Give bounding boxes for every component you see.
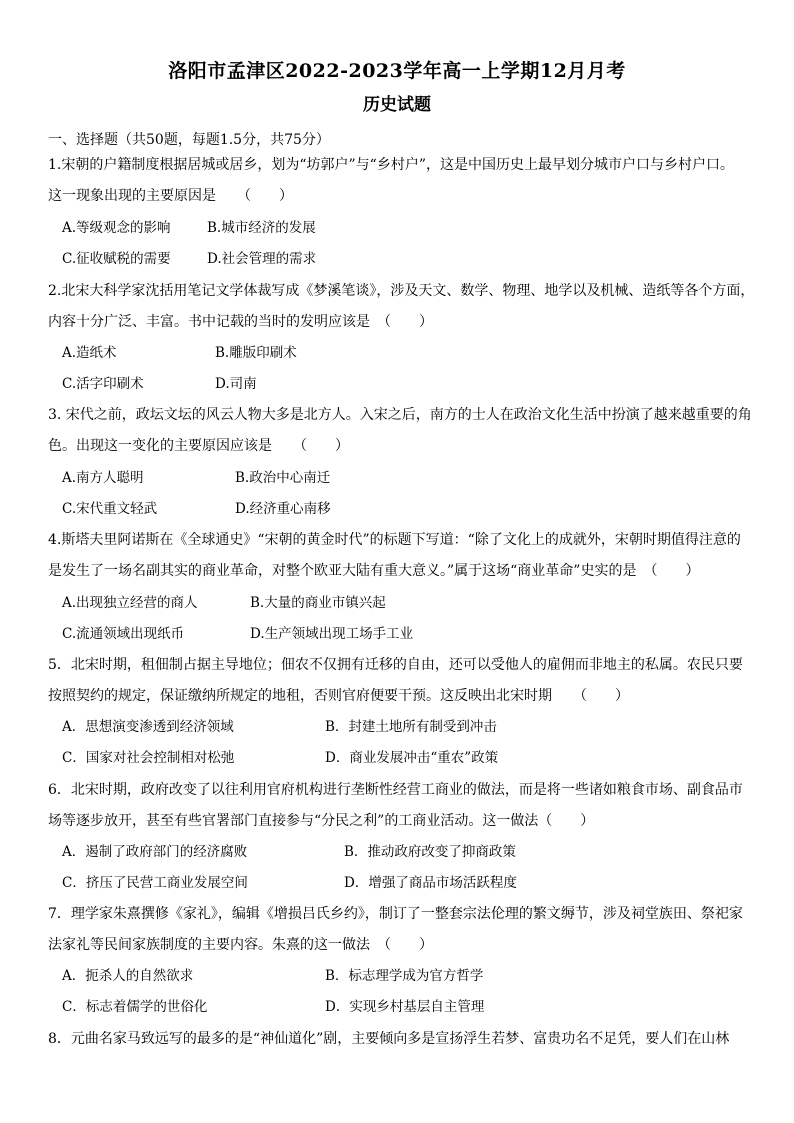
question-2-option-d: D.司南 bbox=[215, 376, 257, 392]
question-5-option-d: D．商业发展冲击“重农”政策 bbox=[325, 750, 499, 766]
question-1-line-1: 1.宋朝的户籍制度根据居城或居乡，划为“坊郭户”与“乡村户”，这是中国历史上最早划分城市户口与乡村户口。 bbox=[48, 157, 734, 173]
question-3-option-c: C.宋代重文轻武 bbox=[62, 501, 158, 517]
question-6-option-d: D．增强了商品市场活跃程度 bbox=[344, 875, 517, 891]
question-1-option-d: D.社会管理的需求 bbox=[207, 251, 317, 267]
question-4-option-b: B.大量的商业市镇兴起 bbox=[250, 595, 386, 611]
question-6-line-1: 6．北宋时期，政府改变了以往利用官府机构进行垄断性经营工商业的做法，而是将一些诸如粮食市场、副食品市 bbox=[48, 782, 743, 798]
question-5-option-a: A．思想演变渗透到经济领域 bbox=[62, 719, 234, 735]
question-2-option-a: A.造纸术 bbox=[62, 345, 117, 361]
question-7-option-a: A．扼杀人的自然欲求 bbox=[62, 968, 194, 984]
question-5-line-2: 按照契约的规定，保证缴纳所规定的地租，否则官府便要干预。这反映出北宋时期 （ ） bbox=[48, 688, 629, 704]
question-8-line-1: 8．元曲名家马致远写的最多的是“神仙道化”剧，主要倾向多是宣扬浮生若梦、富贵功名不足凭，要人们在山林 bbox=[48, 1031, 730, 1047]
question-6-option-b: B．推动政府改变了抑商政策 bbox=[344, 844, 516, 860]
question-3-option-b: B.政治中心南迁 bbox=[235, 470, 331, 486]
question-3-line-2: 色。出现这一变化的主要原因应该是 （ ） bbox=[48, 438, 349, 454]
question-7-line-1: 7．理学家朱熹撰修《家礼》，编辑《增损吕氏乡约》，制订了一整套宗法伦理的繁文缛节，涉及祠堂族田、祭祀家 bbox=[48, 906, 743, 922]
question-3-option-d: D.经济重心南移 bbox=[235, 501, 331, 517]
question-1-option-a: A.等级观念的影响 bbox=[62, 220, 171, 236]
question-7-line-2: 法家礼等民间家族制度的主要内容。朱熹的这一做法 （ ） bbox=[48, 937, 433, 953]
question-6-option-c: C．挤压了民营工商业发展空间 bbox=[62, 875, 248, 891]
question-4-option-d: D.生产领域出现工场手工业 bbox=[250, 626, 414, 642]
question-5-line-1: 5．北宋时期，租佃制占据主导地位；佃农不仅拥有迁移的自由，还可以受他人的雇佣而非地主的私属。农民只要 bbox=[48, 657, 743, 673]
question-1-line-2: 这一现象出现的主要原因是 （ ） bbox=[48, 188, 293, 204]
question-4-option-c: C.流通领域出现纸币 bbox=[62, 626, 185, 642]
question-4-line-2: 是发生了一场名副其实的商业革命，对整个欧亚大陆有重大意义。”属于这场“商业革命”史实的是 （ ） bbox=[48, 563, 700, 579]
exam-subtitle: 历史试题 bbox=[363, 95, 431, 115]
question-7-option-c: C．标志着儒学的世俗化 bbox=[62, 999, 208, 1015]
question-2-line-2: 内容十分广泛、丰富。书中记载的当时的发明应该是 （ ） bbox=[48, 314, 433, 330]
question-2-line-1: 2.北宋大科学家沈括用笔记文学体裁写成《梦溪笔谈》，涉及天文、数学、物理、地学以及机械、造纸等各个方面， bbox=[48, 283, 755, 299]
exam-title: 洛阳市孟津区2022-2023学年高一上学期12月月考 bbox=[168, 60, 626, 82]
question-5-option-b: B．封建土地所有制受到冲击 bbox=[325, 719, 497, 735]
question-7-option-d: D．实现乡村基层自主管理 bbox=[325, 999, 485, 1015]
question-6-line-2: 场等逐步放开，甚至有些官署部门直接参与“分民之利”的工商业活动。这一做法（ ） bbox=[48, 813, 595, 829]
question-1-option-b: B.城市经济的发展 bbox=[207, 220, 316, 236]
section-heading: 一、选择题（共50题，每题1.5分，共75分） bbox=[48, 132, 330, 148]
question-2-option-c: C.活字印刷术 bbox=[62, 376, 144, 392]
question-1-option-c: C.征收赋税的需要 bbox=[62, 251, 171, 267]
question-6-option-a: A．遏制了政府部门的经济腐败 bbox=[62, 844, 248, 860]
question-4-line-1: 4.斯塔夫里阿诺斯在《全球通史》“宋朝的黄金时代”的标题下写道：“除了文化上的成就外，宋朝时期值得注意的 bbox=[48, 532, 741, 548]
question-2-option-b: B.雕版印刷术 bbox=[215, 345, 297, 361]
question-3-option-a: A.南方人聪明 bbox=[62, 470, 144, 486]
question-3-line-1: 3. 宋代之前，政坛文坛的风云人物大多是北方人。入宋之后，南方的士人在政治文化生活中扮演了越来越重要的角 bbox=[48, 407, 752, 423]
question-7-option-b: B．标志理学成为官方哲学 bbox=[325, 968, 484, 984]
question-4-option-a: A.出现独立经营的商人 bbox=[62, 595, 198, 611]
question-5-option-c: C．国家对社会控制相对松弛 bbox=[62, 750, 235, 766]
